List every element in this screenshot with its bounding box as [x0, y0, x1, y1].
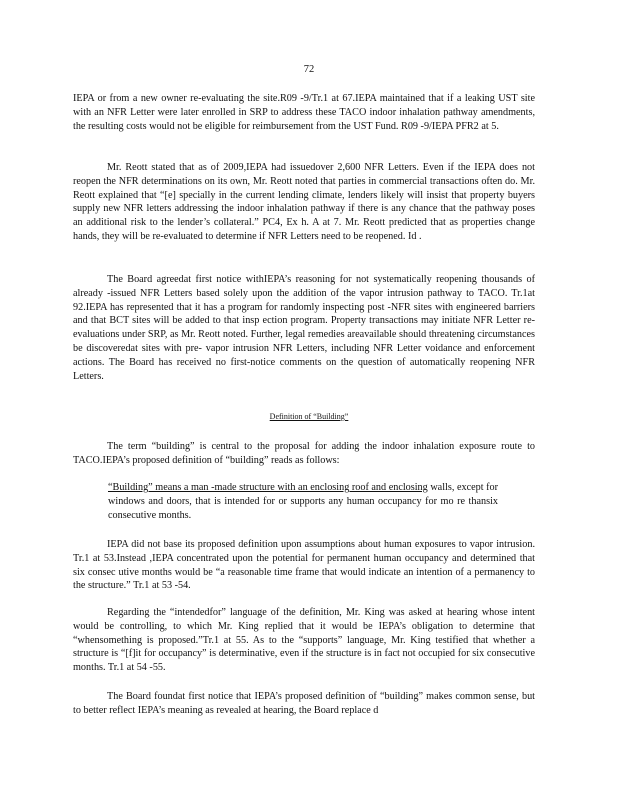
block-quote	[108, 481, 498, 522]
paragraph-3: The Board agreedat first notice withIEPA’s reasoning for not systematically reopening thousands of already -issued NFR Letters based solely upon the addition of the vapor intrusion pathway to TACO. Tr.1at 92.IEPA has represented that it has a program for randomly inspecting post -NFR sites with engineered barriers and that BCT sites will be added to that insp ection program. Property transactions may initiate NFR Letter re-evaluations under SRP, as Mr. Reott noted. Further, legal remedies areavailable should threatening circumstances be discoveredat sites with pre- vapor intrusion NFR Letters, including NFR Letter voidance and enforcement actions. The Board has received no first-notice comments on the question of automatically reopening NFR Letters.	[73, 274, 535, 382]
section-heading: Definition of “Building”	[269, 412, 349, 421]
paragraph-2: Mr. Reott stated that as of 2009,IEPA had issuedover 2,600 NFR Letters. Even if the IEPA does not reopen the NFR determinations on its own, Mr. Reott noted that parties in commercial transactions often do. Mr. Reott explained that “[e] specially in the current lending climate, lenders likely will insist that property buyers supply new NFR letters addressing the indoor inhalation pathway if there is any chance that the pathway poses an additional risk to the lender’s collateral.” PC4, Ex h. A at 7. Mr. Reott predicted that as properties change hands, they will be re-evaluated to determine if NFR Letters need to be reopened. Id .	[73, 162, 535, 242]
page-number: 72	[303, 64, 315, 75]
block-quote-rest: walls, except for windows and doors, that is intended for or supports any human occupancy for mo re thansix consecutive months.	[108, 482, 498, 521]
paragraph-5: IEPA did not base its proposed definition upon assumptions about human exposures to vapor intrusion. Tr.1 at 53.Instead ,IEPA concentrated upon the potential for permanent human occupancy and determined that six consec utive months would be “a reasonable time frame that would indicate an intention of a permanency to the structure.” Tr.1 at 53 -54.	[73, 539, 535, 592]
paragraph-7: The Board foundat first notice that IEPA’s proposed definition of “building” makes common sense, but to better reflect IEPA’s meaning as revealed at hearing, the Board replace d	[73, 691, 535, 716]
paragraph-4: The term “building” is central to the proposal for adding the indoor inhalation exposure route to TACO.IEPA’s proposed definition of “building” reads as follows:	[73, 441, 535, 466]
paragraph-6: Regarding the “intendedfor” language of the definition, Mr. King was asked at hearing whose intent would be controlling, to which Mr. King replied that it would be IEPA’s obligation to determine that “whensomething is proposed.”Tr.1 at 55. As to the “supports” language, Mr. King testified that whether a structure is “[f]it for occupancy” is determinative, even if the structure is in fact not occupied for six consecutive months. Tr.1 at 54 -55.	[73, 607, 535, 674]
paragraph-1: IEPA or from a new owner re-evaluating the site.R09 -9/Tr.1 at 67.IEPA maintained that if a leaking UST site with an NFR Letter were later enrolled in SRP to address these TACO indoor inhalation pathway amendments, the resulting costs would not be eligible for reimbursement from the UST Fund. R09 -9/IEPA PFR2 at 5.	[73, 93, 535, 132]
block-quote-underlined: “Building” means a man -made structure with an enclosing roof and enclosing	[108, 482, 428, 493]
